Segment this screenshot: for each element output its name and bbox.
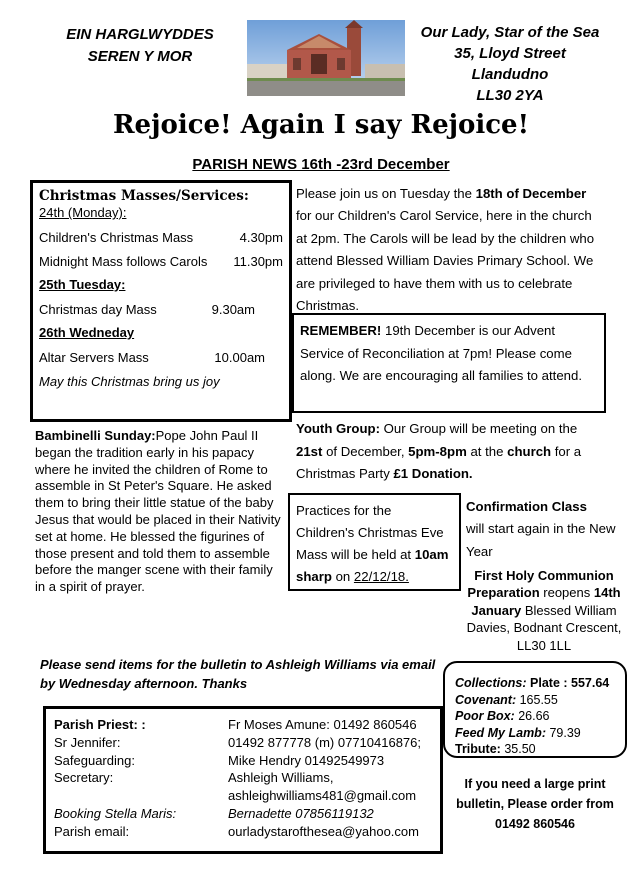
church-address (418, 22, 602, 106)
youth-group-notice (296, 418, 602, 486)
collection-label: Collections: (455, 676, 527, 690)
large-print-note: If you need a large print bulletin, Please order from 01492 860546 (456, 777, 614, 831)
collection-row (455, 741, 615, 758)
mass-time: 10.00am (214, 350, 265, 365)
welsh-name-line1: EIN HARGLWYDDES (66, 26, 214, 43)
contact-value: Bernadette 07856119132 (228, 805, 374, 821)
contact-label: Secretary: (54, 770, 114, 786)
welsh-church-name (40, 24, 240, 68)
contact-value: Ashleigh Williams, ashleighwilliams481@gmail.com (228, 770, 417, 804)
youth-donation: £1 Donation. (393, 466, 473, 482)
address-line: LL30 2YA (476, 87, 544, 104)
mass-row (39, 254, 283, 269)
practices-text: on (331, 569, 354, 584)
masses-day-heading: 26th Wedneday (39, 325, 135, 340)
practices-box (288, 493, 461, 591)
confirmation-notice (466, 496, 626, 563)
address-line: Our Lady, Star of the Sea (420, 24, 600, 41)
masses-day-heading: 25th Tuesday: (39, 277, 126, 292)
mass-label: Altar Servers Mass (39, 350, 149, 365)
youth-label: Youth Group: (296, 421, 380, 436)
bulletin-note: Please send items for the bulletin to Ashleigh Williams via email by Wednesday afternoon. Thanks (40, 657, 436, 691)
collection-label: Poor Box: (455, 709, 515, 724)
mass-row (39, 302, 283, 317)
contact-row (54, 823, 432, 841)
contact-label: Sr Jennifer: (54, 734, 121, 750)
remember-text: 19th December is our Advent Service of Reconciliation at 7pm! Please come along. We are encouraging all families to attend. (300, 323, 582, 384)
practices-date: 22/12/18. (353, 569, 409, 584)
communion-text: Blessed William Davies, Bodnant Crescent, LL30 1LL (466, 602, 622, 653)
youth-place: church (507, 443, 552, 459)
parish-news-title (0, 156, 642, 173)
contact-value: 01492 877778 (m) 07710416876; (228, 734, 421, 750)
mass-time: 4.30pm (239, 230, 283, 245)
mass-row (39, 350, 283, 365)
contact-row (54, 734, 432, 752)
bambinelli-notice (35, 428, 283, 596)
communion-title: First Holy Communion Preparation (467, 568, 614, 601)
mass-time: 11.30pm (233, 254, 283, 269)
communion-date: 14th January (471, 585, 621, 618)
bambinelli-text: Pope John Paul II began the tradition early in his papacy where he invited the children of Rome to assemble in St Peter's Square. He asked them to bring their little statue of the baby Jesus that would be placed in their Nativity set at home. He blessed the figurines of those present and told them to assemble before the manger scene with their family in a spirit of prayer. (35, 428, 281, 595)
mass-label: Midnight Mass follows Carols (39, 254, 208, 269)
carol-intro: Please join us on Tuesday the (296, 186, 476, 201)
collection-value: 26.66 (514, 709, 550, 724)
practices-time: 10am sharp (296, 547, 449, 584)
parish-news-title-text: PARISH NEWS 16th -23rd December (192, 156, 450, 173)
welsh-name-line2: SEREN Y MOR (87, 48, 193, 65)
contact-label: Parish email: (54, 823, 130, 839)
collection-value: Plate : 557.64 (526, 676, 610, 690)
mass-label: Children's Christmas Mass (39, 230, 194, 245)
contact-row (54, 769, 432, 805)
collection-value: 35.50 (500, 742, 536, 757)
mass-time: 9.30am (211, 302, 255, 317)
masses-title: Christmas Masses/Services: (39, 188, 249, 204)
contacts-table (54, 716, 432, 841)
address-line: Llandudno (471, 66, 549, 83)
christmas-masses-box (30, 180, 292, 422)
church-photo (247, 20, 405, 96)
masses-closing: May this Christmas bring us joy (39, 374, 220, 389)
collection-label: Feed My Lamb: (455, 725, 546, 740)
carol-details: for our Children's Carol Service, here in the church at 2pm. The Carols will be lead by the children who attend Blessed William Davies Primary School. We are privileged to have them with us to celebrate Christmas. (296, 208, 595, 314)
communion-notice (454, 567, 634, 654)
confirmation-text: will start again in the New Year (466, 521, 616, 559)
contact-label: Parish Priest: : (54, 717, 146, 732)
contact-row (54, 716, 432, 734)
youth-date: 21st (296, 443, 323, 459)
youth-text: of December, (322, 443, 409, 459)
youth-time: 5pm-8pm (408, 443, 467, 459)
collection-value: 165.55 (516, 692, 558, 707)
remember-label: REMEMBER! (300, 323, 382, 338)
carol-date: 18th of December (475, 186, 587, 201)
youth-text: for a Christmas Party (296, 443, 582, 482)
carol-service-notice (296, 183, 598, 317)
youth-text: at the (466, 443, 508, 459)
contact-row (54, 752, 432, 770)
rejoice-banner: Rejoice! Again I say Rejoice! (112, 110, 530, 140)
collection-label: Covenant: (455, 692, 517, 707)
bambinelli-label: Bambinelli Sunday: (35, 428, 156, 443)
collection-row (455, 725, 615, 742)
youth-text: Our Group will be meeting on the (380, 421, 578, 436)
contact-value: Fr Moses Amune: 01492 860546 (228, 717, 417, 732)
collection-row (455, 708, 615, 725)
contacts-box (43, 706, 443, 854)
contact-row (54, 805, 432, 823)
collection-row (455, 692, 615, 709)
mass-row (39, 230, 283, 245)
contact-label: Safeguarding: (54, 752, 135, 768)
collection-row (455, 675, 615, 692)
practices-text: Practices for the Children's Christmas Eve Mass will be held at (296, 503, 444, 562)
contact-label: Booking Stella Maris: (54, 805, 177, 821)
reconciliation-box (292, 313, 606, 413)
confirmation-title: Confirmation Class (466, 499, 587, 514)
contact-value: Mike Hendry 01492549973 (228, 752, 385, 768)
masses-day-heading: 24th (Monday): (39, 205, 127, 220)
address-line: 35, Lloyd Street (454, 45, 566, 62)
collections-box (443, 661, 627, 758)
communion-text: reopens (539, 585, 594, 601)
mass-label: Christmas day Mass (39, 302, 157, 317)
collection-label: Tribute: (455, 742, 501, 757)
collection-value: 79.39 (546, 725, 581, 740)
contact-value[interactable]: ourladystaroftheseа@yahoo.com (228, 823, 419, 839)
